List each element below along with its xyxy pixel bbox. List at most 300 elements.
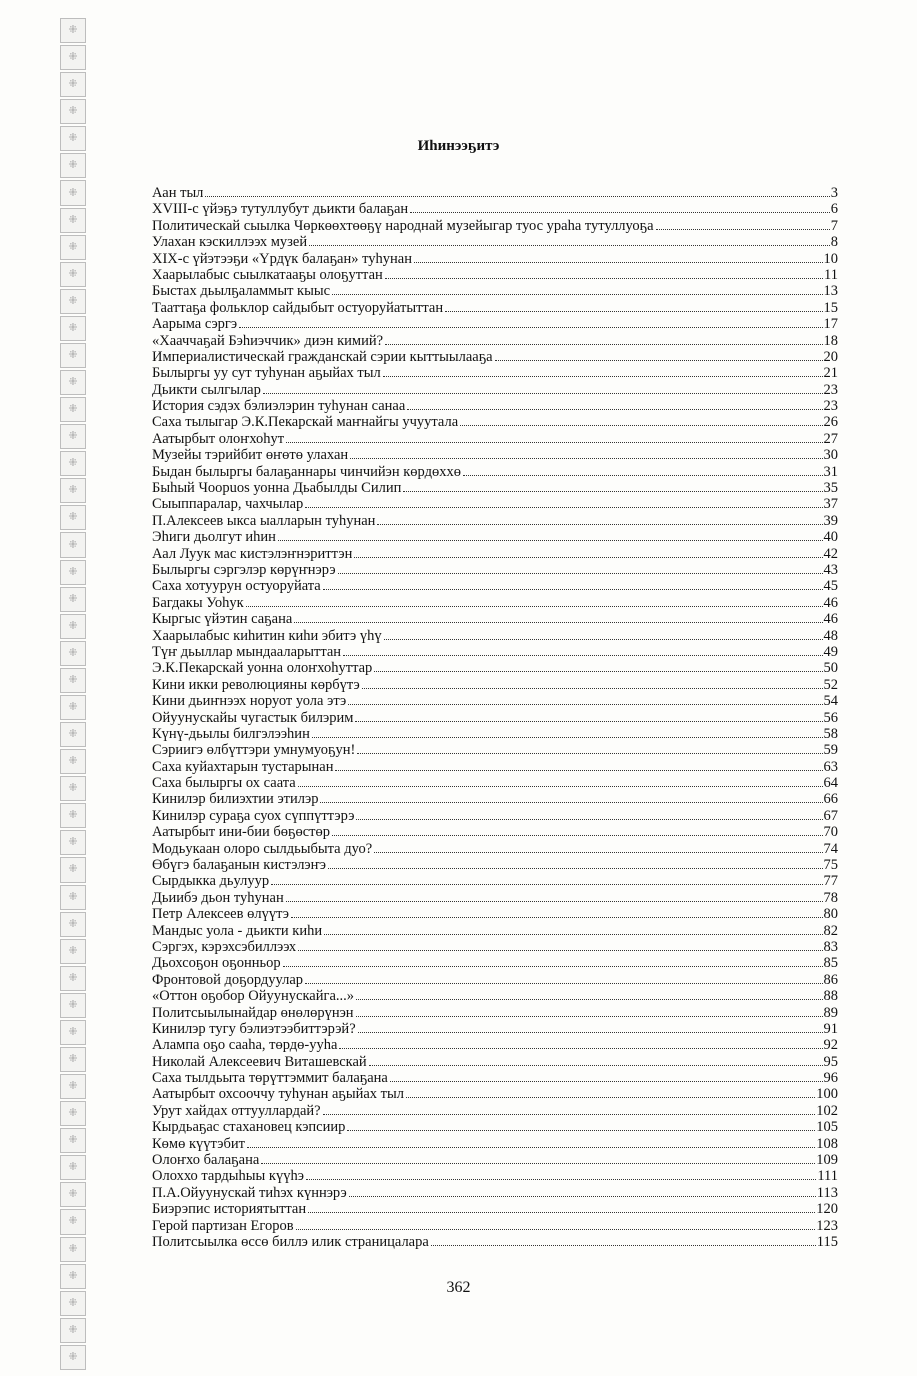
toc-entry[interactable]: [152, 398, 838, 414]
toc-entry-title: Саха куйахтарын тустарынан: [152, 758, 334, 775]
toc-dot-leader: [350, 458, 822, 459]
ornament-cell: ⁜: [60, 668, 86, 693]
toc-entry[interactable]: [152, 742, 838, 758]
toc-dot-leader: [246, 606, 823, 607]
toc-entry[interactable]: [152, 791, 838, 807]
toc-entry-title: Саха хотуурун остуоруйата: [152, 578, 321, 595]
toc-entry-title: «Хааччаҕай Бэһиэччик» диэн кимий?: [152, 332, 384, 349]
toc-entry-title: П.А.Ойуунускай тиһэх күннэрэ: [152, 1184, 347, 1201]
toc-entry-title: Алампа оҕо сааһа, төрдө-ууһа: [152, 1037, 338, 1054]
toc-entry[interactable]: [152, 234, 838, 250]
ornament-cell: ⁜: [60, 749, 86, 774]
ornament-cell: ⁜: [60, 776, 86, 801]
toc-dot-leader: [263, 393, 823, 394]
toc-entry-title: Сырдыкка дьулуур: [152, 873, 270, 890]
toc-entry-page: 96: [823, 1070, 838, 1087]
toc-entry[interactable]: [152, 267, 838, 283]
toc-entry[interactable]: [152, 496, 838, 512]
toc-entry-title: Аарыма сэргэ: [152, 316, 238, 333]
toc-entry-page: 91: [823, 1020, 838, 1037]
toc-entry-title: Түҥ дьыллар мындааларыттан: [152, 643, 342, 660]
toc-entry-page: 54: [823, 693, 838, 710]
toc-entry-title: Мандыс уола - дьикти киһи: [152, 922, 323, 939]
toc-entry-page: 21: [823, 365, 838, 382]
toc-entry[interactable]: [152, 218, 838, 234]
toc-entry-page: 13: [823, 283, 838, 300]
toc-dot-leader: [431, 1245, 816, 1246]
toc-entry-page: 58: [823, 725, 838, 742]
toc-entry[interactable]: [152, 1021, 838, 1037]
toc-dot-leader: [354, 557, 822, 558]
toc-entry-title: Хаарылабыс киһитин киһи эбитэ үһү: [152, 627, 382, 644]
toc-entry-title: Петр Алексеев өлүүтэ: [152, 906, 289, 923]
toc-dot-leader: [205, 196, 829, 197]
toc-entry-title: Дьохсоҕон оҕонньор: [152, 955, 281, 972]
ornament-cell: ⁜: [60, 235, 86, 260]
toc-entry[interactable]: [152, 775, 838, 791]
toc-entry-page: 20: [823, 348, 838, 365]
toc-entry-title: Быһый Чоорuos уонна Дьабылды Силип: [152, 480, 402, 497]
toc-entry-page: 30: [823, 447, 838, 464]
ornament-cell: ⁜: [60, 1020, 86, 1045]
toc-entry[interactable]: [152, 677, 838, 693]
toc-entry-title: П.Алексеев ыкса ыалларын туһунан: [152, 512, 376, 529]
toc-entry-page: 56: [823, 709, 838, 726]
toc-entry[interactable]: [152, 1201, 838, 1217]
toc-entry[interactable]: [152, 316, 838, 332]
toc-entry-page: 10: [823, 250, 838, 267]
toc-entry-page: 46: [823, 594, 838, 611]
toc-entry-page: 83: [823, 938, 838, 955]
toc-dot-leader: [335, 770, 822, 771]
toc-entry-title: Улахан кэскиллээх музей: [152, 234, 308, 251]
toc-entry-page: 59: [823, 742, 838, 759]
toc-entry-title: История сэдэх бэлиэлэрин туһунан санаа: [152, 398, 406, 415]
toc-dot-leader: [323, 589, 823, 590]
toc-entry-title: Күнү-дьылы билгэлээһин: [152, 725, 310, 742]
toc-dot-leader: [283, 966, 823, 967]
toc-entry-page: 78: [823, 889, 838, 906]
toc-dot-leader: [403, 491, 822, 492]
toc-entry-page: 8: [830, 234, 838, 251]
toc-entry-title: Николай Алексеевич Виташевскай: [152, 1053, 367, 1070]
toc-entry-title: Политическай сыылка Чөркөөхтөөҕү народнай музейыгар туос ураһа тутуллуоҕа: [152, 217, 654, 234]
toc-dot-leader: [298, 786, 823, 787]
toc-dot-leader: [445, 311, 822, 312]
toc-dot-leader: [369, 1065, 823, 1066]
toc-entry-page: 86: [823, 971, 838, 988]
toc-dot-leader: [385, 278, 823, 279]
ornament-cell: ⁜: [60, 1209, 86, 1234]
toc-entry-title: Музейы тэрийбит өҥөтө улахан: [152, 447, 349, 464]
toc-entry-title: Кыргыс үйэтин саҕана: [152, 611, 293, 628]
toc-dot-leader: [463, 475, 823, 476]
toc-dot-leader: [308, 1212, 815, 1213]
toc-entry-page: 109: [816, 1152, 838, 1169]
toc-entry-title: Былыргы уу сут туһунан аҕыйах тыл: [152, 365, 381, 382]
toc-entry-title: Э.К.Пекарскай уонна олоҥхоһуттар: [152, 660, 373, 677]
toc-dot-leader: [239, 327, 822, 328]
toc-entry[interactable]: [152, 1086, 838, 1102]
toc-entry-page: 11: [824, 266, 838, 283]
ornament-cell: ⁜: [60, 1291, 86, 1316]
toc-entry-page: 40: [823, 529, 838, 546]
ornament-cell: ⁜: [60, 560, 86, 585]
ornament-cell: ⁜: [60, 505, 86, 530]
toc-dot-leader: [332, 835, 822, 836]
toc-entry[interactable]: [152, 546, 838, 562]
toc-entry-title: Саха тылдьыта төрүттэммит балаҕана: [152, 1070, 388, 1087]
toc-dot-leader: [339, 1048, 822, 1049]
toc-entry-page: 3: [830, 185, 838, 201]
toc-entry-title: Аатырбыт ини-бии бөҕөстөр: [152, 824, 331, 841]
toc-entry-title: Сыыппаралар, чахчылар: [152, 496, 304, 513]
toc-entry-page: 23: [823, 381, 838, 398]
toc-dot-leader: [495, 360, 823, 361]
toc-entry-title: Ойуунускайы чугастык билэрим: [152, 709, 354, 726]
toc-dot-leader: [355, 721, 822, 722]
ornament-cell: ⁜: [60, 370, 86, 395]
ornament-cell: ⁜: [60, 587, 86, 612]
toc-entry[interactable]: [152, 1054, 838, 1070]
ornament-cell: ⁜: [60, 262, 86, 287]
ornament-cell: ⁜: [60, 1318, 86, 1343]
toc-entry-page: 108: [816, 1135, 838, 1152]
toc-entry[interactable]: [152, 906, 838, 922]
toc-entry[interactable]: [152, 824, 838, 840]
toc-entry-title: Дьиибэ дьон туһунан: [152, 889, 284, 906]
toc-dot-leader: [390, 1081, 823, 1082]
toc-dot-leader: [357, 753, 822, 754]
toc-dot-leader: [384, 639, 823, 640]
ornament-cell: ⁜: [60, 912, 86, 937]
toc-dot-leader: [291, 917, 823, 918]
toc-entry-title: Герой партизан Егоров: [152, 1217, 294, 1234]
ornament-cell: ⁜: [60, 316, 86, 341]
ornament-cell: ⁜: [60, 397, 86, 422]
toc-entry[interactable]: [152, 201, 838, 217]
toc-entry[interactable]: [152, 873, 838, 889]
toc-dot-leader: [294, 622, 822, 623]
toc-entry-title: Тааттаҕа фольклор сайдыбыт остуоруйатыттан: [152, 299, 444, 316]
toc-entry[interactable]: [152, 710, 838, 726]
toc-entry-page: 100: [816, 1086, 838, 1103]
toc-entry[interactable]: [152, 693, 838, 709]
toc-entry[interactable]: [152, 283, 838, 299]
toc-entry-page: 102: [816, 1102, 838, 1119]
toc-entry-page: 92: [823, 1037, 838, 1054]
toc-entry-title: Дьикти сылгылар: [152, 381, 261, 398]
toc-entry[interactable]: [152, 939, 838, 955]
toc-dot-leader: [309, 245, 830, 246]
toc-dot-leader: [460, 425, 822, 426]
page-number: 362: [446, 1279, 471, 1296]
toc-entry[interactable]: [152, 480, 838, 496]
toc-dot-leader: [261, 1163, 815, 1164]
page-title: Иһинээҕитэ: [417, 138, 500, 154]
toc-entry-title: Аан тыл: [152, 185, 204, 201]
toc-dot-leader: [406, 1097, 815, 1098]
toc-dot-leader: [324, 934, 822, 935]
ornament-cell: ⁜: [60, 1237, 86, 1262]
toc-dot-leader: [358, 1032, 823, 1033]
toc-entry-page: 111: [817, 1168, 838, 1185]
toc-entry-page: 45: [823, 578, 838, 595]
ornament-cell: ⁜: [60, 1047, 86, 1072]
toc-dot-leader: [407, 409, 822, 410]
ornament-cell: ⁜: [60, 993, 86, 1018]
toc-entry[interactable]: [152, 251, 838, 267]
ornament-cell: ⁜: [60, 126, 86, 151]
toc-entry-title: Политсыылынайдар өнөлөрүнэн: [152, 1004, 354, 1021]
toc-dot-leader: [278, 540, 823, 541]
toc-entry[interactable]: [152, 972, 838, 988]
toc-entry[interactable]: [152, 595, 838, 611]
toc-entry-page: 52: [823, 676, 838, 693]
toc-entry-title: Аал Луук мас кистэлэҥнэриттэн: [152, 545, 353, 562]
toc-dot-leader: [271, 884, 822, 885]
toc-dot-leader: [332, 294, 822, 295]
toc-entry-page: 49: [823, 643, 838, 660]
ornament-cell: ⁜: [60, 153, 86, 178]
toc-entry-page: 77: [823, 873, 838, 890]
toc-dot-leader: [356, 999, 822, 1000]
toc-entry-title: Быстах дьылҕаламмыт кыыс: [152, 283, 331, 300]
ornament-cell: ⁜: [60, 45, 86, 70]
toc-entry-page: 39: [823, 512, 838, 529]
toc-entry-title: Саха былыргы ох саата: [152, 775, 296, 792]
toc-entry-page: 27: [823, 430, 838, 447]
toc-dot-leader: [343, 655, 822, 656]
toc-entry[interactable]: [152, 1005, 838, 1021]
toc-entry-page: 23: [823, 398, 838, 415]
toc-dot-leader: [286, 442, 822, 443]
toc-entry[interactable]: [152, 808, 838, 824]
ornament-cell: ⁜: [60, 72, 86, 97]
ornament-cell: ⁜: [60, 857, 86, 882]
toc-entry-page: 123: [816, 1217, 838, 1234]
ornament-cell: ⁜: [60, 614, 86, 639]
toc-entry-page: 105: [816, 1119, 838, 1136]
ornament-cell: ⁜: [60, 885, 86, 910]
ornament-cell: ⁜: [60, 343, 86, 368]
toc-dot-leader: [305, 983, 822, 984]
toc-entry-page: 42: [823, 545, 838, 562]
toc-entry[interactable]: [152, 759, 838, 775]
toc-dot-leader: [305, 507, 822, 508]
toc-entry[interactable]: [152, 431, 838, 447]
toc-dot-leader: [247, 1147, 815, 1148]
ornament-cell: ⁜: [60, 208, 86, 233]
toc-entry-title: Кини дьиҥнээх норуот уола этэ: [152, 693, 347, 710]
toc-entry-title: Кинилэр сураҕа суох сүппүттэрэ: [152, 807, 355, 824]
toc-entry-page: 95: [823, 1053, 838, 1070]
toc-entry[interactable]: [152, 365, 838, 381]
toc-entry[interactable]: [152, 562, 838, 578]
toc-entry-title: Быдан былыргы балаҕаннары чинчийэн көрдөххө: [152, 463, 461, 480]
table-of-contents: [152, 185, 838, 1250]
toc-entry-title: Модьукаан олоро сылдьыбыта дуо?: [152, 840, 373, 857]
ornament-cell: ⁜: [60, 1128, 86, 1153]
toc-entry[interactable]: [152, 1119, 838, 1135]
toc-entry[interactable]: [152, 1185, 838, 1201]
toc-entry-title: «Оттон оҕобор Ойуунускайга...»: [152, 988, 355, 1005]
toc-entry-page: 17: [823, 316, 838, 333]
ornament-cell: ⁜: [60, 1264, 86, 1289]
toc-entry-page: 70: [823, 824, 838, 841]
toc-entry-title: Олоххо тардыһыы күүһэ: [152, 1168, 304, 1185]
toc-dot-leader: [312, 737, 823, 738]
toc-entry[interactable]: [152, 1070, 838, 1086]
toc-entry[interactable]: [152, 1168, 838, 1184]
toc-entry-title: Аатырбыт олоҥхоһут: [152, 430, 285, 447]
ornament-cell: ⁜: [60, 1182, 86, 1207]
toc-entry-page: 74: [823, 840, 838, 857]
toc-entry[interactable]: [152, 333, 838, 349]
toc-entry-title: Кинилэр билиэхтии этилэр: [152, 791, 319, 808]
toc-entry[interactable]: [152, 611, 838, 627]
ornament-cell: ⁜: [60, 180, 86, 205]
toc-entry-page: 75: [823, 857, 838, 874]
toc-entry-title: XVIII-с үйэҕэ тутуллубут дьикти балаҕан: [152, 201, 409, 218]
toc-entry-page: 82: [823, 922, 838, 939]
toc-entry-title: Эһиги дьолгут иһин: [152, 529, 276, 546]
toc-entry[interactable]: [152, 628, 838, 644]
toc-dot-leader: [320, 802, 822, 803]
toc-entry-page: 48: [823, 627, 838, 644]
toc-dot-leader: [377, 524, 822, 525]
toc-dot-leader: [296, 1229, 816, 1230]
toc-entry-page: 43: [823, 561, 838, 578]
ornament-cell: ⁜: [60, 424, 86, 449]
ornament-cell: ⁜: [60, 830, 86, 855]
toc-entry-title: Сэргэх, кэрэхсэбиллээх: [152, 938, 297, 955]
toc-entry[interactable]: [152, 1037, 838, 1053]
toc-entry[interactable]: [152, 857, 838, 873]
toc-entry[interactable]: [152, 300, 838, 316]
toc-entry-title: Урут хайдах оттууллардай?: [152, 1102, 321, 1119]
toc-entry-title: Империалистическай гражданскай сэрии кыттыылааҕа: [152, 348, 493, 365]
toc-dot-leader: [323, 1114, 816, 1115]
toc-entry[interactable]: [152, 955, 838, 971]
toc-dot-leader: [306, 1179, 816, 1180]
toc-entry-title: Аатырбыт охсооччу туһунан аҕыйах тыл: [152, 1086, 405, 1103]
toc-entry[interactable]: [152, 1103, 838, 1119]
toc-entry-page: 46: [823, 611, 838, 628]
toc-entry[interactable]: [152, 382, 838, 398]
toc-entry-title: Кырдьаҕас стахановец кэпсиир: [152, 1119, 346, 1136]
toc-entry[interactable]: [152, 660, 838, 676]
ornament-cell: ⁜: [60, 451, 86, 476]
toc-entry[interactable]: [152, 529, 838, 545]
toc-entry-title: Былыргы сэргэлэр көрүҥнэрэ: [152, 561, 336, 578]
toc-dot-leader: [383, 376, 823, 377]
toc-entry-title: Биэрэпис историятыттан: [152, 1201, 307, 1218]
ornament-cell: ⁜: [60, 722, 86, 747]
toc-dot-leader: [362, 688, 823, 689]
toc-dot-leader: [298, 950, 822, 951]
ornament-cell: ⁜: [60, 478, 86, 503]
ornament-cell: ⁜: [60, 1345, 86, 1370]
toc-entry-page: 18: [823, 332, 838, 349]
toc-entry-title: Политсыылка өссө биллэ илик страницалара: [152, 1234, 429, 1250]
toc-entry[interactable]: [152, 414, 838, 430]
toc-dot-leader: [374, 852, 822, 853]
toc-entry-page: 15: [823, 299, 838, 316]
toc-dot-leader: [374, 671, 822, 672]
ornament-cell: ⁜: [60, 532, 86, 557]
toc-dot-leader: [338, 573, 823, 574]
toc-entry[interactable]: [152, 447, 838, 463]
ornament-cell: ⁜: [60, 803, 86, 828]
toc-entry-page: 66: [823, 791, 838, 808]
toc-entry[interactable]: [152, 185, 838, 201]
toc-entry-page: 63: [823, 758, 838, 775]
ornament-cell: ⁜: [60, 966, 86, 991]
ornament-cell: ⁜: [60, 1155, 86, 1180]
toc-entry[interactable]: [152, 1234, 838, 1250]
toc-dot-leader: [410, 212, 830, 213]
toc-entry-page: 89: [823, 1004, 838, 1021]
ornament-cell: ⁜: [60, 289, 86, 314]
toc-entry[interactable]: [152, 923, 838, 939]
toc-entry[interactable]: [152, 988, 838, 1004]
toc-dot-leader: [414, 262, 823, 263]
toc-entry-title: Сэриигэ өлбүттэри умнумуоҕун!: [152, 742, 356, 759]
toc-entry[interactable]: [152, 841, 838, 857]
toc-entry-title: Хаарылабыс сыылкатааҕы олоҕуттан: [152, 266, 383, 283]
toc-dot-leader: [356, 1016, 823, 1017]
toc-dot-leader: [328, 868, 823, 869]
left-ornament-border: [60, 18, 86, 1370]
toc-dot-leader: [356, 819, 822, 820]
toc-entry-title: Олоҥхо балаҕана: [152, 1152, 260, 1169]
ornament-cell: ⁜: [60, 99, 86, 124]
ornament-cell: ⁜: [60, 939, 86, 964]
toc-entry[interactable]: [152, 513, 838, 529]
toc-entry[interactable]: [152, 349, 838, 365]
ornament-cell: ⁜: [60, 641, 86, 666]
toc-entry-page: 6: [830, 201, 838, 218]
toc-entry-page: 7: [830, 217, 838, 234]
toc-dot-leader: [286, 901, 823, 902]
toc-entry[interactable]: [152, 464, 838, 480]
toc-entry-page: 26: [823, 414, 838, 431]
toc-entry[interactable]: [152, 1136, 838, 1152]
toc-entry-page: 67: [823, 807, 838, 824]
toc-entry-title: Кинилэр тугу бэлиэтээбиттэрэй?: [152, 1020, 356, 1037]
toc-entry[interactable]: [152, 726, 838, 742]
toc-entry-page: 35: [823, 480, 838, 497]
toc-entry[interactable]: [152, 644, 838, 660]
toc-entry[interactable]: [152, 890, 838, 906]
ornament-cell: ⁜: [60, 1074, 86, 1099]
toc-entry-title: Өбүгэ балаҕанын кистэлэҥэ: [152, 857, 326, 874]
toc-dot-leader: [349, 1196, 816, 1197]
toc-entry[interactable]: [152, 1152, 838, 1168]
toc-entry-title: Кини икки революцияны көрбүтэ: [152, 676, 360, 693]
toc-entry-page: 113: [816, 1184, 838, 1201]
toc-entry-page: 88: [823, 988, 838, 1005]
toc-entry[interactable]: [152, 1218, 838, 1234]
toc-entry-page: 85: [823, 955, 838, 972]
toc-entry-title: Фронтовой доҕордуулар: [152, 971, 304, 988]
toc-entry-title: XIX-с үйэтээҕи «Үрдүк балаҕан» туһунан: [152, 250, 412, 267]
toc-entry[interactable]: [152, 578, 838, 594]
toc-entry-title: Көмө күүтэбит: [152, 1135, 245, 1152]
ornament-cell: ⁜: [60, 695, 86, 720]
toc-dot-leader: [348, 704, 822, 705]
